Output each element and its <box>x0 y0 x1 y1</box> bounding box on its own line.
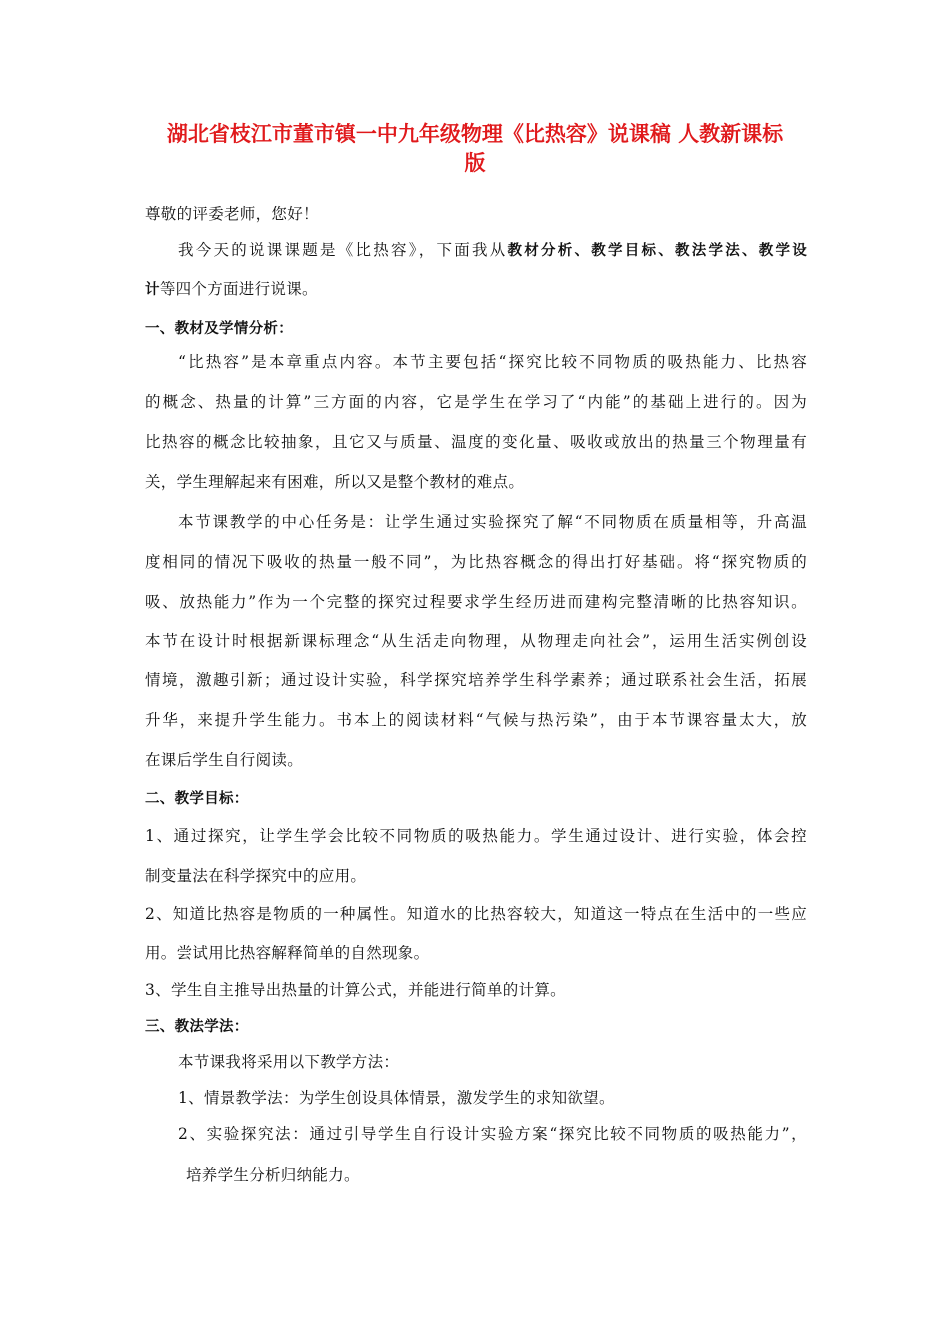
method-1: 1、情景教学法：为学生创设具体情景，激发学生的求知欲望。 <box>178 1089 615 1107</box>
paragraph-2-line: 本节在设计时根据新课标理念“从生活走向物理，从物理走向社会”，运用生活实例创设 <box>145 632 807 650</box>
intro-bold-text: 教材分析、教学目标、教法学法、教学设 <box>507 243 808 259</box>
intro-text: 我今天的说课课题是《比热容》，下面我从 <box>178 241 508 259</box>
section-heading-3: 三、教法学法： <box>145 1019 249 1035</box>
intro-line-1 <box>178 240 807 261</box>
goal-2-line: 用。尝试用比热容解释简单的自然现象。 <box>145 944 430 962</box>
goal-1-line: 1、通过探究，让学生学会比较不同物质的吸热能力。学生通过设计、进行实验，体会控 <box>145 827 807 845</box>
intro-bold-text-2: 计 <box>145 282 160 298</box>
greeting: 尊敬的评委老师，您好！ <box>145 205 319 223</box>
paragraph-2-line: 吸、放热能力”作为一个完整的探究过程要求学生经历进而建构完整清晰的比热容知识。 <box>145 593 807 611</box>
paragraph-2-line: 升华，来提升学生能力。书本上的阅读材料“气候与热污染”，由于本节课容量太大，放 <box>145 711 807 729</box>
paragraph-2-line: 情境，激趣引新；通过设计实验，科学探究培养学生科学素养；通过联系社会生活，拓展 <box>145 671 807 689</box>
paragraph-1-line: “比热容”是本章重点内容。本节主要包括“探究比较不同物质的吸热能力、比热容 <box>178 353 807 371</box>
paragraph-2-line: 本节课教学的中心任务是：让学生通过实验探究了解“不同物质在质量相等，升高温 <box>178 513 807 531</box>
method-2-line: 培养学生分析归纳能力。 <box>186 1166 360 1184</box>
document-title <box>140 120 810 178</box>
title-line-2: 版 <box>464 151 486 175</box>
section-heading-1: 一、教材及学情分析： <box>145 321 293 337</box>
goal-2-line: 2、知道比热容是物质的一种属性。知道水的比热容较大，知道这一特点在生活中的一些应 <box>145 905 807 923</box>
goal-1-line: 制变量法在科学探究中的应用。 <box>145 867 367 885</box>
title-line-1: 湖北省枝江市董市镇一中九年级物理《比热容》说课稿 人教新课标 <box>166 122 784 146</box>
paragraph-1-line: 的概念、热量的计算”三方面的内容，它是学生在学习了“内能”的基础上进行的。因为 <box>145 393 807 411</box>
section-heading-2: 二、教学目标： <box>145 791 249 807</box>
paragraph-1-line: 关，学生理解起来有困难，所以又是整个教材的难点。 <box>145 473 525 491</box>
paragraph-1-line: 比热容的概念比较抽象，且它又与质量、温度的变化量、吸收或放出的热量三个物理量有 <box>145 433 807 451</box>
intro-line-2 <box>145 279 807 300</box>
goal-3-line: 3、学生自主推导出热量的计算公式，并能进行简单的计算。 <box>145 981 566 999</box>
method-2-line: 2、实验探究法：通过引导学生自行设计实验方案“探究比较不同物质的吸热能力”， <box>178 1125 807 1143</box>
paragraph-2-line: 在课后学生自行阅读。 <box>145 751 304 769</box>
method-intro: 本节课我将采用以下教学方法： <box>178 1053 400 1071</box>
paragraph-2-line: 度相同的情况下吸收的热量一般不同”，为比热容概念的得出打好基础。将“探究物质的 <box>145 553 807 571</box>
intro-tail: 等四个方面进行说课。 <box>159 280 318 298</box>
